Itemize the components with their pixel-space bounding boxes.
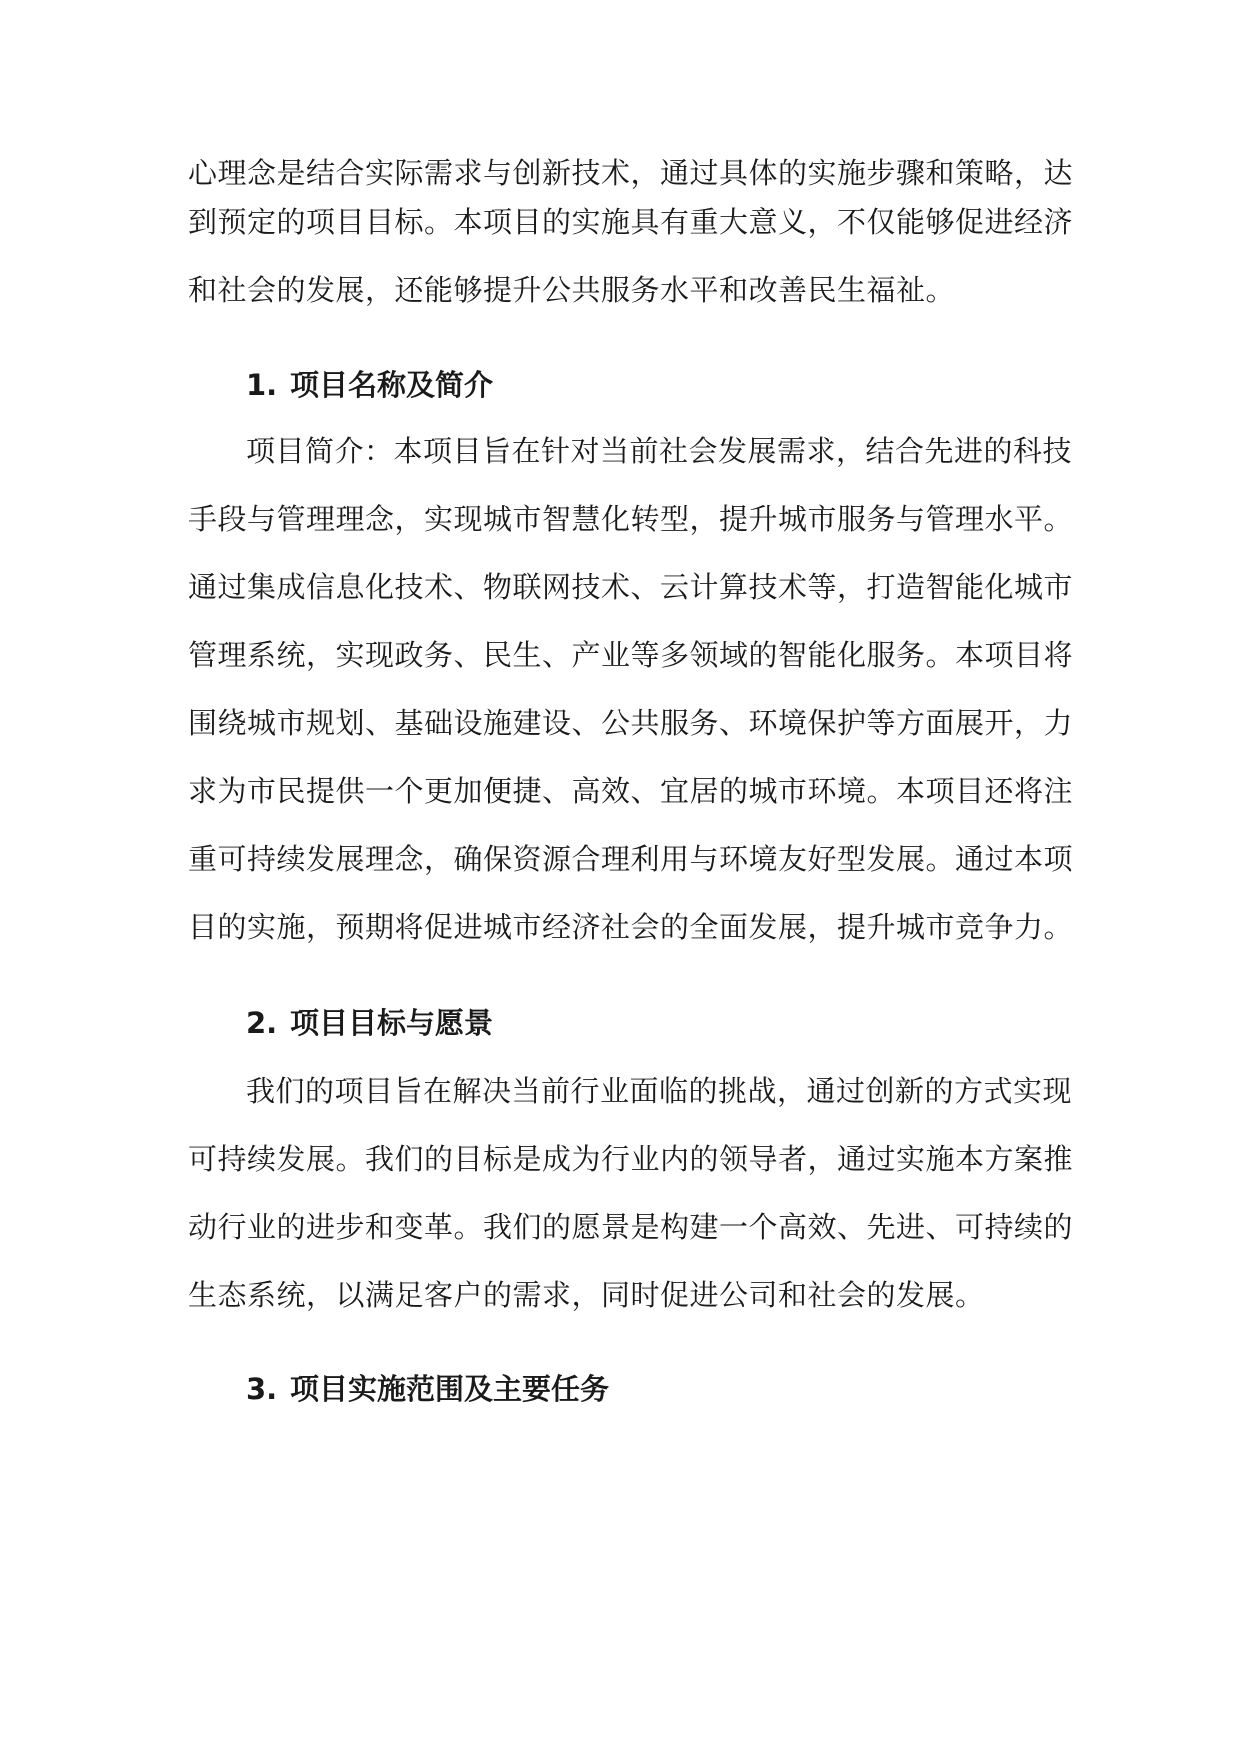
intro-line-1: 心理念是结合实际需求与创新技术，通过具体的实施步骤和策略，达 [188, 156, 1074, 190]
section-3-title: 项目实施范围及主要任务 [290, 1372, 610, 1406]
section-1-line-6: 求为市民提供一个更加便捷、高效、宜居的城市环境。本项目还将注 [188, 774, 1074, 808]
intro-line-2: 到预定的项目目标。本项目的实施具有重大意义，不仅能够促进经济 [188, 205, 1074, 239]
section-2-line-2: 可持续发展。我们的目标是成为行业内的领导者，通过实施本方案推 [188, 1142, 1074, 1176]
section-2-line-1: 我们的项目旨在解决当前行业面临的挑战，通过创新的方式实现 [246, 1074, 1073, 1108]
section-2-number: 2. [246, 1006, 278, 1040]
section-1-line-5: 围绕城市规划、基础设施建设、公共服务、环境保护等方面展开，力 [188, 706, 1074, 740]
section-1-line-2: 手段与管理理念，实现城市智慧化转型，提升城市服务与管理水平。 [188, 502, 1074, 536]
section-2-title: 项目目标与愿景 [290, 1006, 494, 1040]
section-1-line-3: 通过集成信息化技术、物联网技术、云计算技术等，打造智能化城市 [188, 570, 1074, 604]
section-1-line-8: 目的实施，预期将促进城市经济社会的全面发展，提升城市竞争力。 [188, 910, 1074, 944]
section-2-line-3: 动行业的进步和变革。我们的愿景是构建一个高效、先进、可持续的 [188, 1210, 1074, 1244]
section-2-line-4: 生态系统，以满足客户的需求，同时促进公司和社会的发展。 [188, 1278, 985, 1312]
section-3-heading [246, 1369, 609, 1409]
section-1-line-1: 项目简介：本项目旨在针对当前社会发展需求，结合先进的科技 [246, 434, 1073, 468]
section-1-title: 项目名称及简介 [290, 368, 494, 402]
intro-line-3: 和社会的发展，还能够提升公共服务水平和改善民生福祉。 [188, 273, 956, 307]
section-1-heading [246, 365, 493, 405]
section-1-number: 1. [246, 368, 278, 402]
section-1-line-4: 管理系统，实现政务、民生、产业等多领域的智能化服务。本项目将 [188, 638, 1074, 672]
section-1-line-7: 重可持续发展理念，确保资源合理利用与环境友好型发展。通过本项 [188, 842, 1074, 876]
section-2-heading [246, 1003, 493, 1043]
section-3-number: 3. [246, 1372, 278, 1406]
